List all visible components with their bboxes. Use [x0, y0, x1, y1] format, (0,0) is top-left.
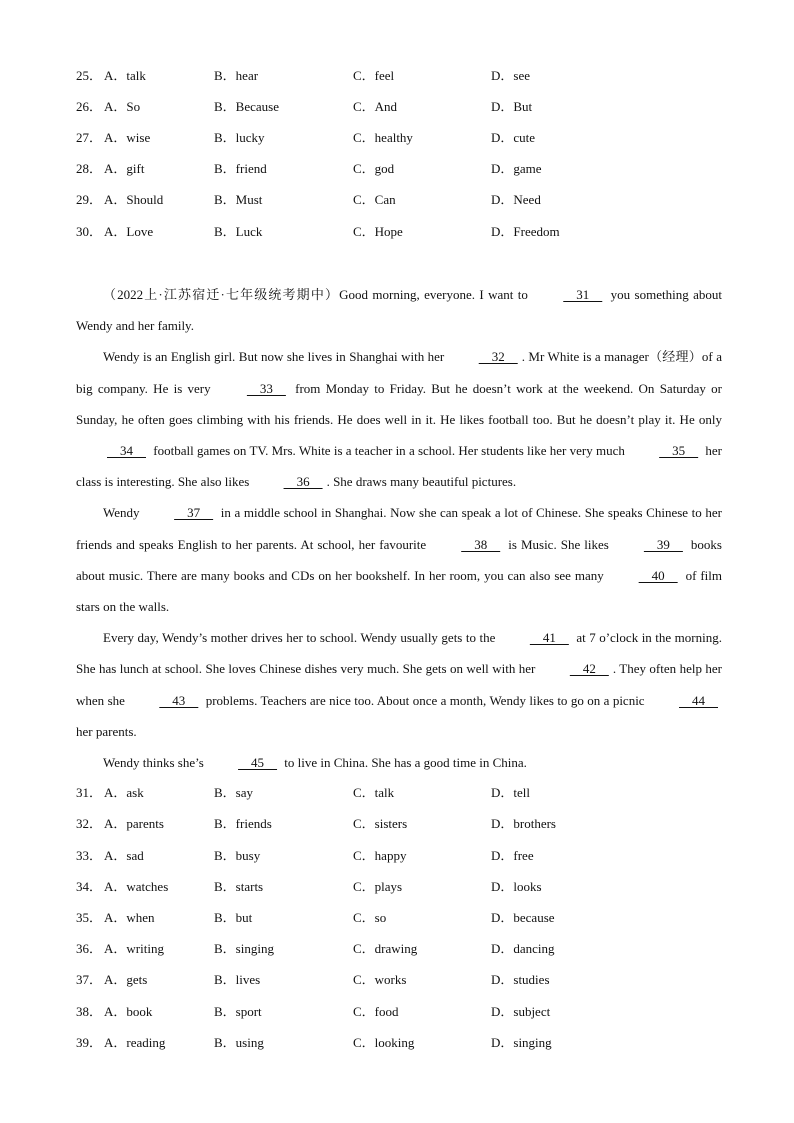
option-a: A．ask — [104, 785, 144, 800]
option-d: D．tell — [491, 785, 530, 800]
question-number: 30． — [76, 224, 103, 239]
option-c: C．happy — [353, 848, 407, 863]
option-c: C．food — [353, 1004, 399, 1019]
question-row — [0, 97, 794, 117]
option-a: A．reading — [104, 1035, 166, 1050]
answer-blank: 35 — [659, 443, 699, 459]
option-b: B．say — [214, 785, 254, 800]
question-number: 31． — [76, 785, 103, 800]
option-c: C．drawing — [353, 941, 418, 956]
question-row — [0, 190, 794, 210]
passage-source: （2022上·江苏宿迁·七年级统考期中） — [103, 287, 340, 302]
option-d: D．cute — [491, 130, 536, 145]
option-c: C．so — [353, 910, 387, 925]
option-a: A．Love — [104, 224, 154, 239]
question-number: 39． — [76, 1035, 103, 1050]
option-d: D．because — [491, 910, 555, 925]
passage-paragraph: Wendy is an English girl. But now she lives in Shanghai with her 32 . Mr White is a manager（经理）of a big company. He is very 33 from Monday to Friday. But he doesn’t work at the weekend. On Saturday or Sunday, he often goes climbing with his friends. He does well in it. He likes football too. But he doesn’t play it. He only 34 football games on TV. Mrs. White is a teacher in a school. Her students like her very much 35 her class is interesting. She also likes 36 . She draws many beautiful pictures. — [76, 341, 722, 497]
question-number: 35． — [76, 910, 103, 925]
option-b: B．friends — [214, 816, 272, 831]
option-c: C．feel — [353, 68, 395, 83]
option-d: D．But — [491, 99, 533, 114]
option-d: D．free — [491, 848, 534, 863]
answer-blank: 36 — [283, 474, 323, 490]
answer-blank: 45 — [238, 755, 278, 771]
option-b: B．lucky — [214, 130, 265, 145]
option-a: A．when — [104, 910, 155, 925]
answer-blank: 37 — [174, 505, 214, 521]
answer-blank: 34 — [107, 443, 146, 459]
option-d: D．looks — [491, 879, 542, 894]
question-number: 37． — [76, 972, 103, 987]
answer-blank: 44 — [679, 692, 718, 708]
option-d: D．subject — [491, 1004, 551, 1019]
answer-blank: 41 — [529, 630, 569, 646]
option-c: C．looking — [353, 1035, 415, 1050]
option-c: C．god — [353, 161, 395, 176]
option-b: B．sport — [214, 1004, 262, 1019]
option-c: C．Hope — [353, 224, 403, 239]
question-row — [0, 128, 794, 148]
option-c: C．Can — [353, 192, 396, 207]
question-number: 33． — [76, 848, 103, 863]
option-a: A．talk — [104, 68, 146, 83]
option-b: B．using — [214, 1035, 264, 1050]
question-number: 38． — [76, 1004, 103, 1019]
question-row — [0, 970, 794, 990]
answer-blank: 32 — [478, 349, 518, 365]
option-b: B．lives — [214, 972, 261, 987]
option-d: D．studies — [491, 972, 550, 987]
question-number: 34． — [76, 879, 103, 894]
option-b: B．Luck — [214, 224, 263, 239]
option-c: C．plays — [353, 879, 403, 894]
option-b: B．but — [214, 910, 253, 925]
passage-paragraph: （2022上·江苏宿迁·七年级统考期中）Good morning, everyone. I want to 31 you something about Wendy and her family. — [76, 279, 722, 341]
option-d: D．brothers — [491, 816, 556, 831]
question-number: 36． — [76, 941, 103, 956]
answer-blank: 40 — [638, 567, 678, 583]
question-number: 29． — [76, 192, 103, 207]
option-b: B．Must — [214, 192, 263, 207]
answer-blank: 31 — [563, 287, 603, 302]
option-d: D．Freedom — [491, 224, 560, 239]
option-a: A．sad — [104, 848, 144, 863]
option-a: A．parents — [104, 816, 164, 831]
passage-paragraph: Wendy 37 in a middle school in Shanghai. Now she can speak a lot of Chinese. She speaks Chinese to her friends and speaks English to her parents. At school, her favourite 38 is Music. She likes 39 books about music. There are many books and CDs on her bookshelf. In her room, you can also see many 40 of film stars on the walls. — [76, 497, 722, 622]
option-b: B．Because — [214, 99, 279, 114]
option-b: B．starts — [214, 879, 264, 894]
option-d: D．singing — [491, 1035, 552, 1050]
question-row — [0, 222, 794, 242]
option-a: A．writing — [104, 941, 164, 956]
option-b: B．hear — [214, 68, 259, 83]
option-d: D．dancing — [491, 941, 555, 956]
question-number: 32． — [76, 816, 103, 831]
option-a: A．Should — [104, 192, 164, 207]
option-c: C．sisters — [353, 816, 408, 831]
question-row — [0, 939, 794, 959]
option-c: C．works — [353, 972, 407, 987]
option-d: D．see — [491, 68, 530, 83]
option-c: C．talk — [353, 785, 395, 800]
option-d: D．Need — [491, 192, 541, 207]
question-number: 28． — [76, 161, 103, 176]
option-a: A．watches — [104, 879, 169, 894]
question-row — [0, 159, 794, 179]
option-b: B．busy — [214, 848, 261, 863]
option-a: A．So — [104, 99, 141, 114]
option-a: A．gift — [104, 161, 145, 176]
option-c: C．healthy — [353, 130, 413, 145]
question-row — [0, 1033, 794, 1053]
option-a: A．gets — [104, 972, 148, 987]
option-b: B．singing — [214, 941, 274, 956]
answer-blank: 38 — [461, 536, 501, 552]
question-row — [0, 908, 794, 928]
answer-blank: 43 — [159, 692, 199, 708]
question-row — [0, 1002, 794, 1022]
passage-paragraph: Wendy thinks she’s 45 to live in China. She has a good time in China. — [76, 747, 722, 778]
question-row — [0, 877, 794, 897]
option-c: C．And — [353, 99, 398, 114]
option-b: B．friend — [214, 161, 267, 176]
option-a: A．book — [104, 1004, 153, 1019]
question-number: 26． — [76, 99, 103, 114]
option-d: D．game — [491, 161, 542, 176]
cloze-passage — [76, 279, 722, 778]
passage-paragraph: Every day, Wendy’s mother drives her to school. Wendy usually gets to the 41 at 7 o’clock in the morning. She has lunch at school. She loves Chinese dishes very much. She gets on well with her 42 . They often help her when she 43 problems. Teachers are nice too. About once a month, Wendy likes to go on a picnic 44 her parents. — [76, 622, 722, 747]
question-row — [0, 814, 794, 834]
question-number: 25． — [76, 68, 103, 83]
answer-blank: 33 — [246, 380, 286, 396]
question-number: 27． — [76, 130, 103, 145]
answer-blank: 42 — [569, 661, 609, 677]
option-a: A．wise — [104, 130, 151, 145]
answer-blank: 39 — [643, 536, 683, 552]
question-row — [0, 66, 794, 86]
question-row — [0, 783, 794, 803]
question-row — [0, 846, 794, 866]
